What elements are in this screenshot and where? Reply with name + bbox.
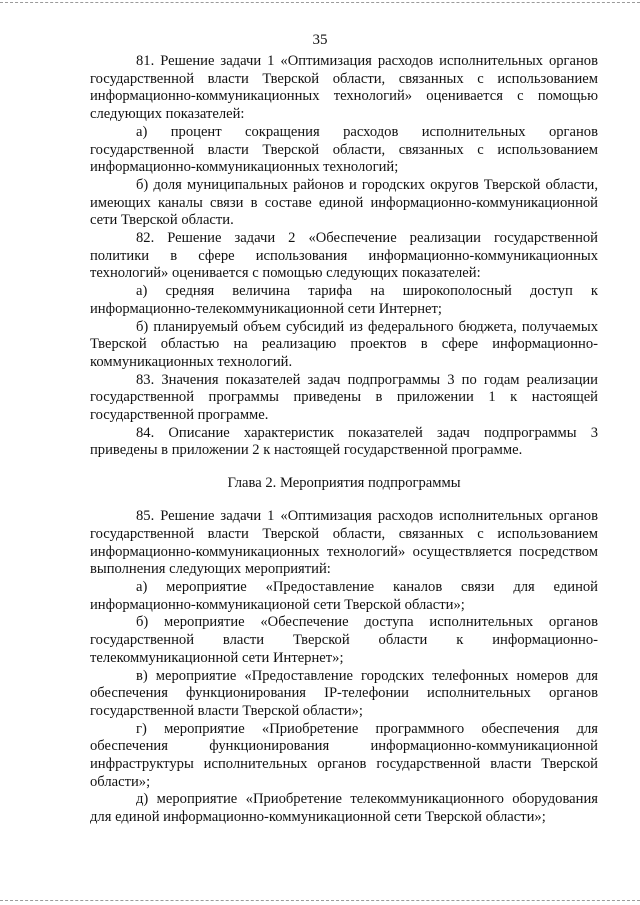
paragraph-85-a: а) мероприятие «Предоставление каналов связи для единой информационно-коммуникационой сети Тверской области»; (90, 578, 598, 613)
paragraph-81-a: а) процент сокращения расходов исполнительных органов государственной власти Тверской области, связанных с использованием информационно-коммуникационных технологий; (90, 123, 598, 176)
paragraph-85-d: д) мероприятие «Приобретение телекоммуникационного оборудования для единой информационно-коммуникационной сети Тверской области»; (90, 791, 598, 826)
paragraph-82-b: б) планируемый объем субсидий из федерального бюджета, получаемых Тверской областью на реализацию проектов в сфере информационно-коммуникационных технологий. (90, 318, 598, 370)
chapter-title: Глава 2. Мероприятия подпрограммы (227, 475, 461, 492)
paragraph-85-v: в) мероприятие «Предоставление городских телефонных номеров для обеспечения функционирования IP-телефонии исполнительных органов государственной власти Тверской области»; (90, 667, 598, 719)
paragraph-82-a: а) средняя величина тарифа на широкополосный доступ к информационно-телекоммуникационной сети Интернет; (90, 283, 598, 317)
page-number: 35 (312, 32, 328, 48)
paragraph-85: 85. Решение задачи 1 «Оптимизация расходов исполнительных органов государственной власти Тверской области, связанных с использованием информационно-коммуникационных технологий» осуществляется посредством выполнения следующих мероприятий: (90, 508, 598, 578)
paragraph-83: 83. Значения показателей задач подпрограммы 3 по годам реализации государственной программы приведены в приложении 1 к настоящей государственной программе. (90, 371, 598, 424)
paragraph-81: 81. Решение задачи 1 «Оптимизация расходов исполнительных органов государственной власти Тверской области, связанных с использованием информационно-коммуникационных технологий» оценивается с помощью следующих показателей: (90, 53, 598, 123)
paragraph-85-b: б) мероприятие «Обеспечение доступа исполнительных органов государственной власти Тверской области к информационно-телекоммуникационной сети Интернет»; (90, 614, 598, 666)
paragraph-81-b: б) доля муниципальных районов и городских округов Тверской области, имеющих каналы связи в составе единой информационно-коммуникационной сети Тверской области. (90, 176, 598, 229)
paragraph-82: 82. Решение задачи 2 «Обеспечение реализации государственной политики в сфере использования информационно-коммуникационных технологий» оценивается с помощью следующих показателей: (90, 230, 598, 282)
paragraph-84: 84. Описание характеристик показателей задач подпрограммы 3 приведены в приложении 2 к настоящей государственной программе. (90, 424, 598, 459)
bottom-scan-edge (0, 900, 640, 901)
top-scan-edge (0, 2, 640, 3)
paragraph-85-g: г) мероприятие «Приобретение программного обеспечения для обеспечения функционирования информационно-коммуникационной инфраструктуры исполнительных органов государственной власти Тверской области»; (90, 720, 598, 790)
document-body (90, 53, 598, 827)
